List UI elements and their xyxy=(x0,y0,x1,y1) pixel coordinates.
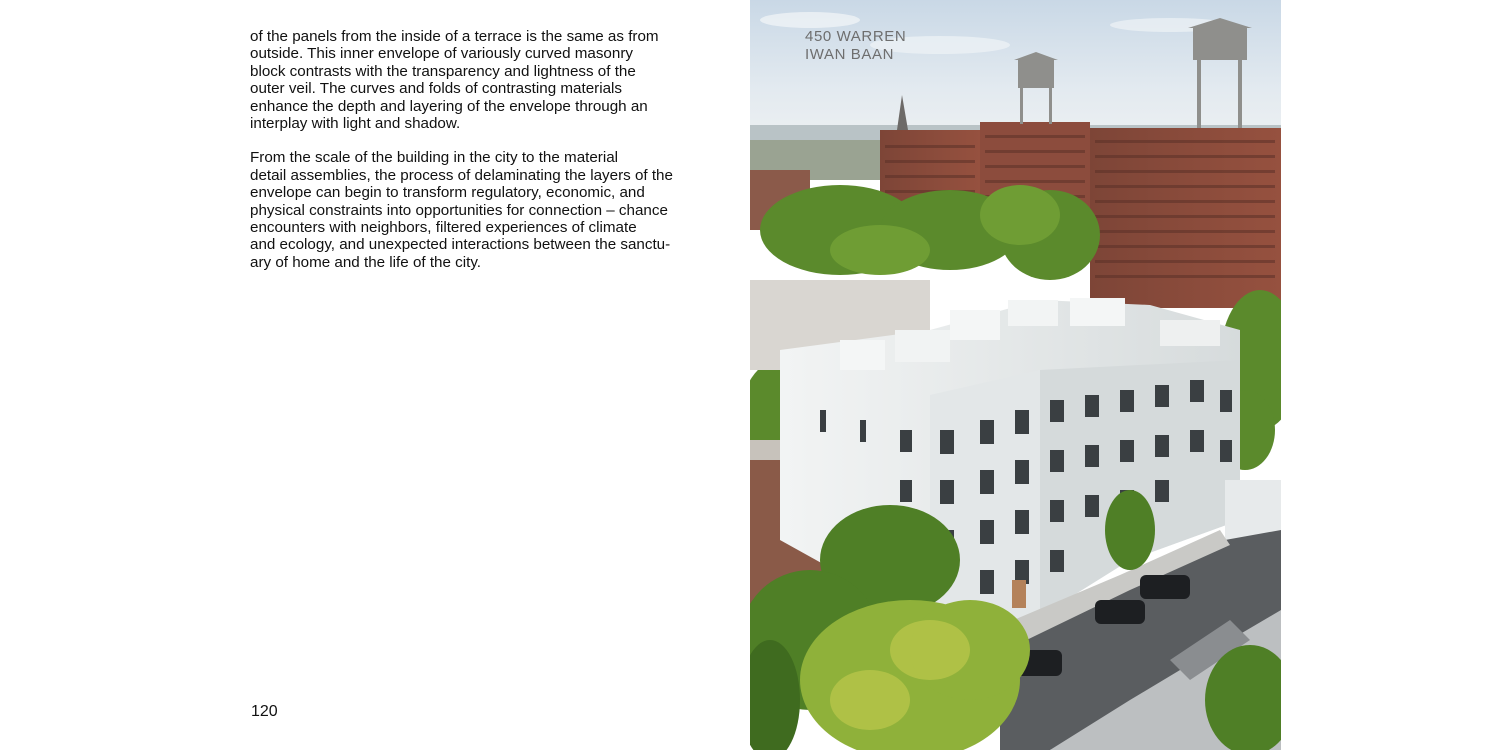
text-line: encounters with neighbors, filtered experiences of climate xyxy=(250,219,637,237)
caption-credit: IWAN BAAN xyxy=(805,45,895,63)
text-line: and ecology, and unexpected interactions between the sanctu- xyxy=(250,236,671,254)
text-line: physical constraints into opportunities for connection – chance xyxy=(250,201,668,219)
text-line: outside. This inner envelope of variously curved masonry xyxy=(250,45,633,63)
text-line: envelope can begin to transform regulatory, economic, and xyxy=(250,184,645,202)
page-number: 120 xyxy=(251,703,278,720)
building-photograph xyxy=(750,0,1281,750)
text-line: block contrasts with the transparency and lightness of the xyxy=(250,62,636,80)
photo-illustration xyxy=(750,0,1281,750)
caption-title: 450 WARREN xyxy=(805,28,907,45)
text-line: of the panels from the inside of a terrace is the same as from xyxy=(250,28,659,45)
text-line: detail assemblies, the process of delaminating the layers of the xyxy=(250,166,673,184)
paragraph xyxy=(250,149,700,271)
photo-caption xyxy=(805,28,906,63)
text-line: outer veil. The curves and folds of contrasting materials xyxy=(250,80,622,98)
body-text xyxy=(250,28,700,288)
text-line: interplay with light and shadow. xyxy=(250,115,461,133)
text-line: enhance the depth and layering of the envelope through an xyxy=(250,97,648,115)
text-line: ary of home and the life of the city. xyxy=(250,253,482,271)
paragraph xyxy=(250,28,700,132)
text-line: From the scale of the building in the city to the material xyxy=(250,149,619,167)
